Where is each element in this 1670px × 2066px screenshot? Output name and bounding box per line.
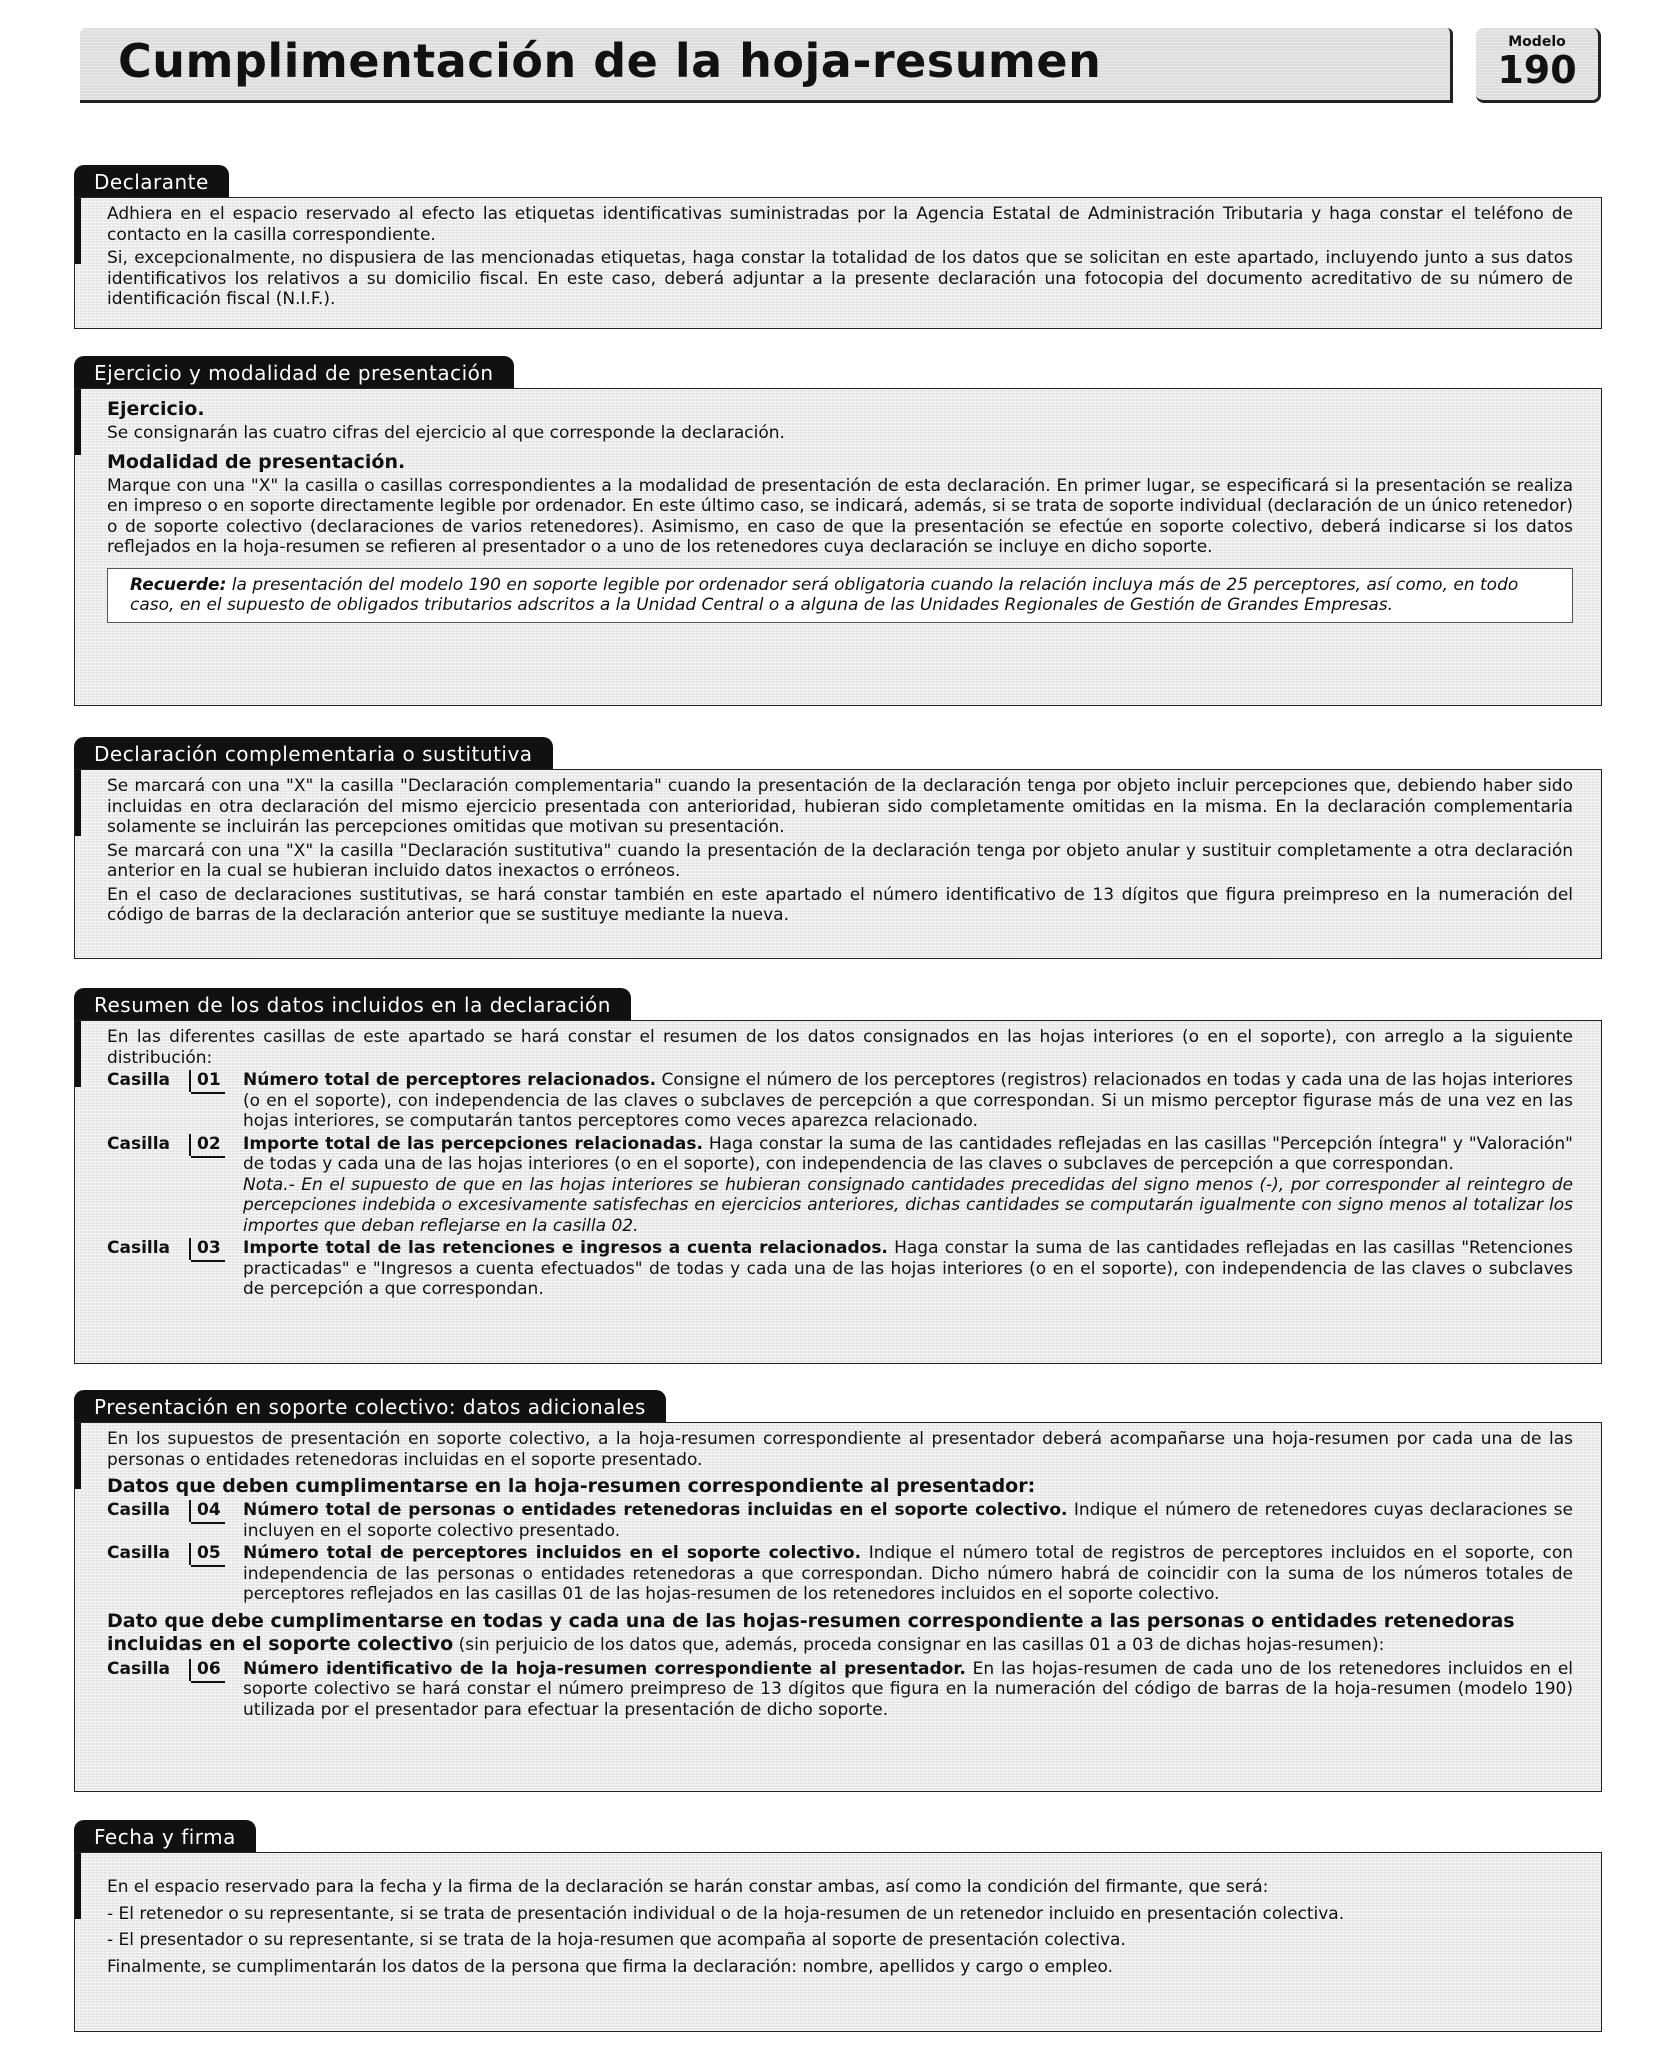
casilla-number: 02 — [189, 1134, 221, 1156]
casilla-text: Haga constar la suma de las cantidades reflejadas en las casillas "Retenciones practicadas" e "Ingresos a cuenta efectuados" de todas y cada una de las hojas interiores (o en el soporte), con independencia de las claves o subclaves de percepción a que correspondan. — [243, 1238, 1573, 1299]
paragraph: Si, excepcionalmente, no dispusiera de las mencionadas etiquetas, haga constar la totalidad de los datos que se solicitan en este apartado, incluyendo junto a sus datos identificativos los relativos a su domicilio fiscal. En este caso, deberá adjuntar a la presente declaración una fotocopia del documento acreditativo de su número de identificación fiscal (N.I.F.). — [107, 248, 1573, 309]
paragraph: En los supuestos de presentación en soporte colectivo, a la hoja-resumen correspondiente al presentador deberá acompañarse una hoja-resumen por cada una de las personas o entidades retenedoras incluidas en el soporte presentado. — [107, 1429, 1573, 1470]
section-box — [74, 1422, 1602, 1792]
casilla-03 — [107, 1238, 1573, 1300]
casilla-label: Casilla — [107, 1543, 171, 1563]
note-text: la presentación del modelo 190 en soporte legible por ordenador será obligatoria cuando la relación incluya más de 25 perceptores, así como, en todo caso, en el supuesto de obligados tributarios adscritos a la Unidad Central o a alguna de las Unidades Regionales de Gestión de Grandes Empresas. — [130, 574, 1519, 615]
subheading: Modalidad de presentación. — [107, 450, 406, 473]
casilla-02 — [107, 1134, 1573, 1237]
section-bar — [75, 198, 81, 264]
paragraph: Adhiera en el espacio reservado al efecto las etiquetas identificativas suministradas por la Agencia Estatal de Administración Tributaria y haga constar el teléfono de contacto en la casilla correspondiente. — [107, 204, 1573, 245]
section-box — [74, 1852, 1602, 2032]
casilla-04 — [107, 1500, 1573, 1541]
subheading-strong: Dato que debe cumplimentarse en todas y cada una de las hojas-resumen correspondiente a las personas o entidades retenedoras incluidas en el soporte colectivo — [107, 1609, 1515, 1655]
casilla-title: Importe total de las percepciones relacionadas. — [243, 1133, 703, 1154]
section-box — [74, 197, 1602, 329]
casilla-title: Número total de personas o entidades retenedoras incluidas en el soporte colectivo. — [243, 1500, 1068, 1520]
section-tab: Ejercicio y modalidad de presentación — [74, 356, 514, 388]
casilla-number: 03 — [189, 1238, 221, 1260]
subheading-light: (sin perjuicio de los datos que, además, proceda consignar en las casillas 01 a 03 de dichas hojas-resumen): — [453, 1634, 1385, 1655]
casilla-title: Número total de perceptores incluidos en el soporte colectivo. — [243, 1543, 862, 1563]
casilla-text: Consigne el número de los perceptores (registros) relacionados en todas y cada una de las hojas interiores (o en el soporte), con independencia de las claves o subclaves de percepción a que correspondan. Si un mismo perceptor figurase más de una vez en las hojas interiores, se computarán tantos perceptores como veces aparezca relacionado. — [243, 1070, 1573, 1131]
subheading: Ejercicio. — [107, 398, 205, 420]
modelo-number: 190 — [1497, 48, 1577, 92]
casilla-01 — [107, 1070, 1573, 1132]
section-bar — [75, 1021, 81, 1087]
section-tab: Resumen de los datos incluidos en la declaración — [74, 988, 631, 1020]
section-box — [74, 388, 1602, 706]
casilla-title: Importe total de las retenciones e ingresos a cuenta relacionados. — [243, 1238, 888, 1258]
section-tab: Fecha y firma — [74, 1820, 256, 1852]
casilla-number: 06 — [189, 1659, 221, 1681]
casilla-label: Casilla — [107, 1133, 171, 1154]
casilla-title: Número total de perceptores relacionados. — [243, 1070, 657, 1090]
section-box — [74, 769, 1602, 959]
casilla-06 — [107, 1659, 1573, 1721]
paragraph: Finalmente, se cumplimentarán los datos de la persona que firma la declaración: nombre, apellidos y cargo o empleo. — [107, 1956, 1114, 1977]
casilla-label: Casilla — [107, 1658, 171, 1679]
paragraph: - El retenedor o su representante, si se trata de presentación individual o de la hoja-resumen de un retenedor incluido en presentación colectiva. — [107, 1903, 1345, 1924]
casilla-number: 01 — [189, 1070, 221, 1092]
casilla-label: Casilla — [107, 1238, 171, 1258]
casilla-text: Indique el número total de registros de perceptores incluidos en el soporte, con independencia de las personas o entidades retenedoras a que correspondan. Dicho número habrá de coincidir con la suma de los números totales de perceptores reflejados en las casillas 01 de las hojas-resumen de los retenedores incluidos en el soporte colectivo. — [243, 1543, 1573, 1604]
paragraph: Se consignarán las cuatro cifras del ejercicio al que corresponde la declaración. — [107, 423, 785, 443]
casilla-note: Nota.- En el supuesto de que en las hojas interiores se hubieran consignado cantidades precedidas del signo menos (-), por corresponder al reintegro de percepciones indebida o excesivamente satisfechas en ejercicios anteriores, dichas cantidades se computarán igualmente con signo menos al totalizar los importes que deban reflejarse en la casilla 02. — [243, 1174, 1573, 1236]
section-bar — [75, 770, 81, 836]
page-header — [80, 28, 1453, 103]
section-tab: Presentación en soporte colectivo: datos adicionales — [74, 1390, 666, 1422]
casilla-label: Casilla — [107, 1070, 171, 1090]
section-bar — [75, 389, 81, 455]
note-label: Recuerde: — [130, 574, 227, 595]
casilla-05 — [107, 1543, 1573, 1605]
section-box — [74, 1020, 1602, 1364]
paragraph: Marque con una "X" la casilla o casillas correspondientes a la modalidad de presentación de esta declaración. En primer lugar, se especificará si la presentación se realiza en impreso o en soporte directamente legible por ordenador. En este último caso, se indicará, además, si se trata de soporte individual (declaración de un único retenedor) o de soporte colectivo (declaraciones de varios retenedores). Asimismo, en caso de que la presentación se efectúe en soporte colectivo, deberá indicarse si los datos reflejados en la hoja-resumen se refieren al presentador o a uno de los retenedores cuya declaración se incluye en dicho soporte. — [107, 475, 1573, 557]
paragraph: En las diferentes casillas de este apartado se hará constar el resumen de los datos consignados en las hojas interiores (o en el soporte), con arreglo a la siguiente distribución: — [107, 1027, 1573, 1068]
section-tab: Declaración complementaria o sustitutiva — [74, 737, 553, 769]
casilla-title: Número identificativo de la hoja-resumen correspondiente al presentador. — [243, 1658, 966, 1679]
section-bar — [75, 1853, 81, 1919]
casilla-text: Indique el número de retenedores cuyas declaraciones se incluyen en el soporte colectivo presentado. — [243, 1500, 1573, 1541]
paragraph: En el caso de declaraciones sustitutivas, se hará constar también en este apartado el número identificativo de 13 dígitos que figura preimpreso en la numeración del código de barras de la declaración anterior que se sustituye mediante la nueva. — [107, 884, 1573, 925]
paragraph: En el espacio reservado para la fecha y la firma de la declaración se harán constar ambas, así como la condición del firmante, que será: — [107, 1877, 1269, 1897]
casilla-number: 05 — [189, 1543, 221, 1565]
paragraph: Se marcará con una "X" la casilla "Declaración sustitutiva" cuando la presentación de la declaración tenga por objeto anular y sustituir completamente a otra declaración anterior en la cual se hubieran incluido datos inexactos o erróneos. — [107, 840, 1573, 881]
subheading: Datos que deben cumplimentarse en la hoja-resumen correspondiente al presentador: — [107, 1475, 1036, 1497]
casilla-text: En las hojas-resumen de cada uno de los retenedores incluidos en el soporte colectivo se hará constar el número preimpreso de 13 dígitos que figura en la numeración del código de barras de la hoja-resumen (modelo 190) utilizada por el presentador para efectuar la presentación de dicho soporte. — [243, 1658, 1574, 1720]
modelo-badge — [1476, 28, 1601, 103]
casilla-number: 04 — [189, 1500, 221, 1522]
subheading — [107, 1610, 1573, 1657]
section-tab: Declarante — [74, 165, 229, 197]
modelo-label: Modelo — [1508, 34, 1566, 50]
casilla-text: Haga constar la suma de las cantidades reflejadas en las casillas "Percepción íntegra" y "Valoración" de todas y cada una de las hojas interiores (o en el soporte), con independencia de las claves o subclaves de percepción a que correspondan. — [243, 1133, 1573, 1174]
page-title: Cumplimentación de la hoja-resumen — [118, 34, 1102, 88]
paragraph: Se marcará con una "X" la casilla "Declaración complementaria" cuando la presentación de la declaración tenga por objeto incluir percepciones que, debiendo haber sido incluidas en otra declaración del mismo ejercicio presentada con anterioridad, hubieran sido completamente omitidas en la misma. En la declaración complementaria solamente se incluirán las percepciones omitidas que motivan su presentación. — [107, 776, 1573, 837]
paragraph: - El presentador o su representante, si se trata de la hoja-resumen que acompaña al soporte de presentación colectiva. — [107, 1930, 1126, 1950]
casilla-label: Casilla — [107, 1500, 171, 1520]
section-bar — [75, 1423, 81, 1489]
reminder-note — [107, 568, 1573, 623]
